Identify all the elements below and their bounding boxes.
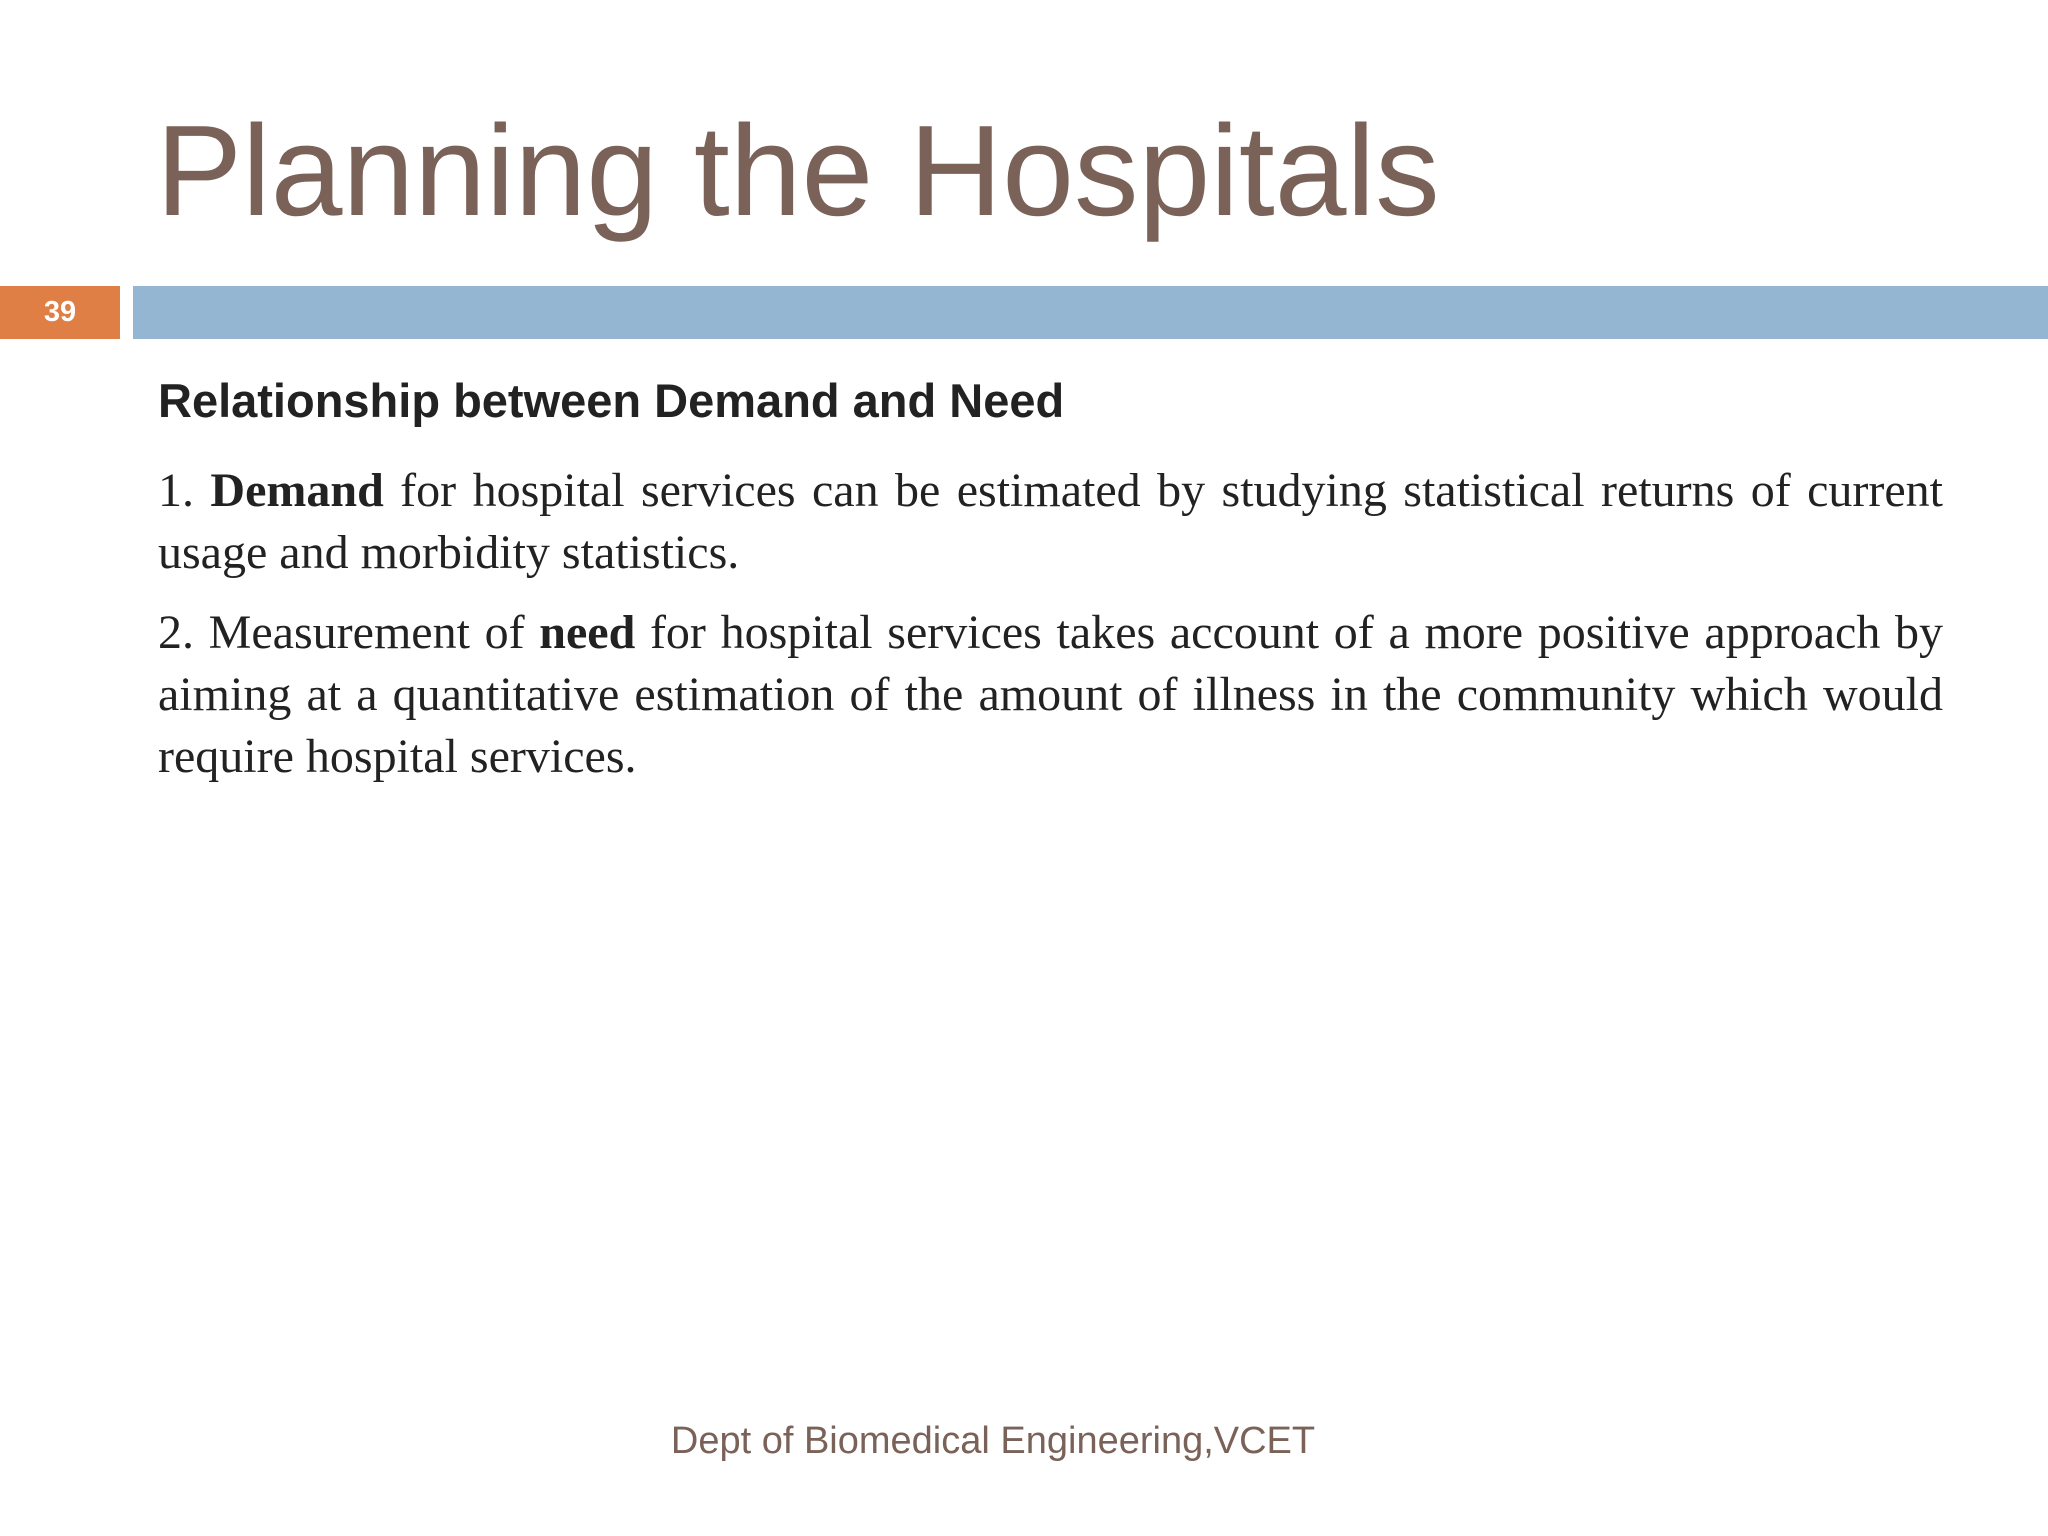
point-prefix: 2. Measurement of [158,606,540,659]
point-prefix: 1. [158,464,211,517]
slide-number-badge: 39 [0,286,120,339]
slide-content [158,370,1943,806]
title-divider-bar [133,286,2048,339]
slide-footer: Dept of Biomedical Engineering,VCET [670,1420,1316,1462]
point-keyword: need [539,606,636,659]
point-text: for hospital services takes account of a more positive approach by aiming at a quantitative estimation of the amount of illness in the community which would require hospital services. [158,606,1944,783]
point-keyword: Demand [210,464,384,517]
point-text: for hospital services can be estimated by studying statistical returns of current usage and morbidity statistics. [158,464,1944,579]
slide-title: Planning the Hospitals [156,99,1440,243]
section-subheading: Relationship between Demand and Need [158,374,1065,427]
point-need [158,602,1943,788]
point-demand [158,460,1943,584]
